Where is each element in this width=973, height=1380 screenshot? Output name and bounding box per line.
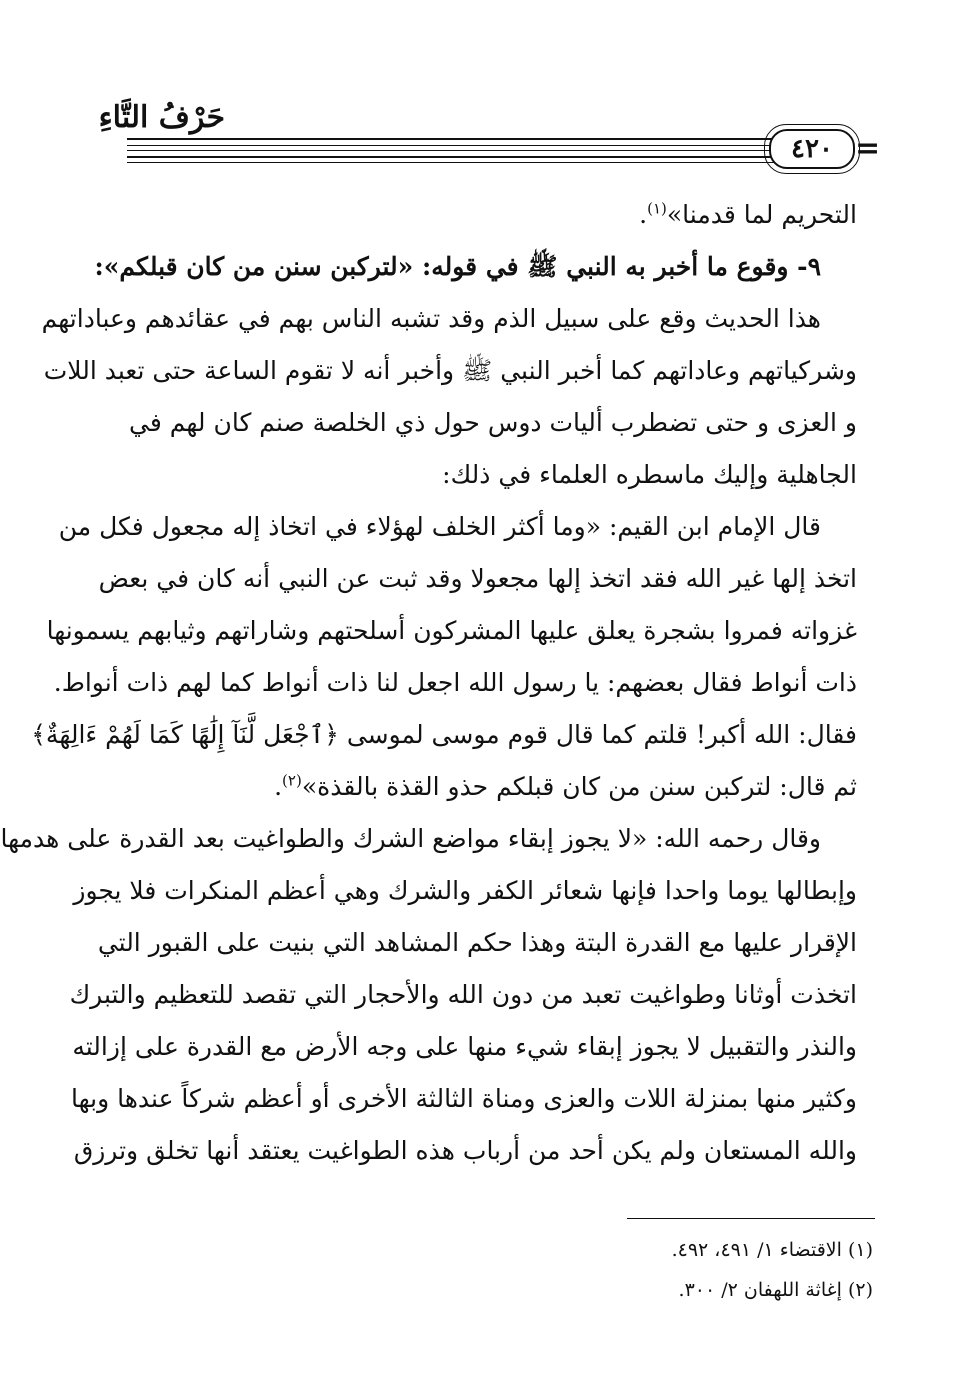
text-line: اتخذت أوثانا وطواغيت تعبد من دون الله والأحجار التي تقصد للتعظيم والتبرك: [69, 980, 857, 1009]
header-rule: [127, 162, 787, 163]
header-rule: [127, 138, 787, 140]
text-line: وشركياتهم وعاداتهم كما أخبر النبي ﷺ وأخبر أنه لا تقوم الساعة حتى تعبد اللات: [43, 356, 857, 385]
footnote-separator: [627, 1218, 875, 1219]
header-bracket-mark: =: [855, 131, 881, 166]
text-line: اتخذ إلها غير الله فقد اتخذ إلها مجعولا وقد ثبت عن النبي أنه كان في بعض: [98, 564, 857, 593]
text-line: والنذر والتقبيل لا يجوز إبقاء شيء منها على وجه الأرض مع القدرة على إزالته: [72, 1032, 857, 1061]
text-line: ذات أنواط فقال بعضهم: يا رسول الله اجعل لنا ذات أنواط كما لهم ذات أنواط.: [53, 668, 857, 697]
page-number: ٤٢٠: [791, 134, 833, 164]
footnote: (٢) إغاثة اللهفان ٢/ ٣٠٠.: [678, 1279, 873, 1301]
text-line: قال الإمام ابن القيم: «وما أكثر الخلف لهؤلاء في اتخاذ إله مجعول فكل من: [58, 512, 821, 541]
text-line: التحريم لما قدمنا»$^{(١)}$.: [639, 199, 857, 229]
header-rule: [127, 156, 787, 158]
footnote: (١) الاقتضاء ١/ ٤٩١، ٤٩٢.: [671, 1239, 873, 1261]
text-line: وقال رحمه الله: «لا يجوز إبقاء مواضع الشرك والطواغيت بعد القدرة على هدمها: [0, 824, 821, 853]
text-line: وكثير منها بمنزلة اللات والعزى ومناة الثالثة الأخرى أو أعظم شركاً عندها وبها: [70, 1084, 857, 1113]
text-line: الجاهلية وإليك ماسطره العلماء في ذلك:: [442, 460, 857, 489]
page-number-box: [769, 129, 855, 169]
footnote-ref: (٢): [282, 771, 302, 790]
main-text: [0, 189, 857, 1177]
text-line: وإبطالها يوما واحدا فإنها شعائر الكفر والشرك وهي أعظم المنكرات فلا يجوز: [73, 876, 857, 905]
text-line: و العزى و حتى تضطرب أليات دوس حول ذي الخلصة صنم كان لهم في: [129, 408, 857, 437]
text-line: هذا الحديث وقع على سبيل الذم وقد تشبه الناس بهم في عقائدهم وعباداتهم: [41, 304, 821, 333]
running-title: حَرْفُ التَّاءِ: [98, 100, 225, 135]
text-line: والله المستعان ولم يكن أحد من أرباب هذه الطواغيت يعتقد أنها تخلق وترزق: [73, 1136, 857, 1165]
header-rule: [127, 145, 787, 146]
section-heading: ٩- وقوع ما أخبر به النبي ﷺ في قوله: «لتركبن سنن من كان قبلكم»:: [94, 252, 821, 281]
text-line: غزواته فمروا بشجرة يعلق عليها المشركون أسلحتهم وشاراتهم وثيابهم يسمونها: [46, 616, 857, 645]
header-rule: [127, 150, 787, 151]
footnotes: [672, 1230, 873, 1310]
text-line: ثم قال: لتركبن سنن من كان قبلكم حذو القذة بالقذة»$^{(٢)}$.: [274, 771, 857, 801]
text-line: الإقرار عليها مع القدرة البتة وهذا حكم المشاهد التي بنيت على القبور التي: [97, 928, 857, 957]
quran-quote-line: فقال: الله أكبر! قلتم كما قال قوم موسى لموسى ﴿ٱجْعَل لَّنَآ إِلَٰهًا كَمَا لَهُمْ ءَالِهَةٌ﴾: [31, 720, 857, 749]
footnote-ref: (١): [647, 199, 667, 218]
